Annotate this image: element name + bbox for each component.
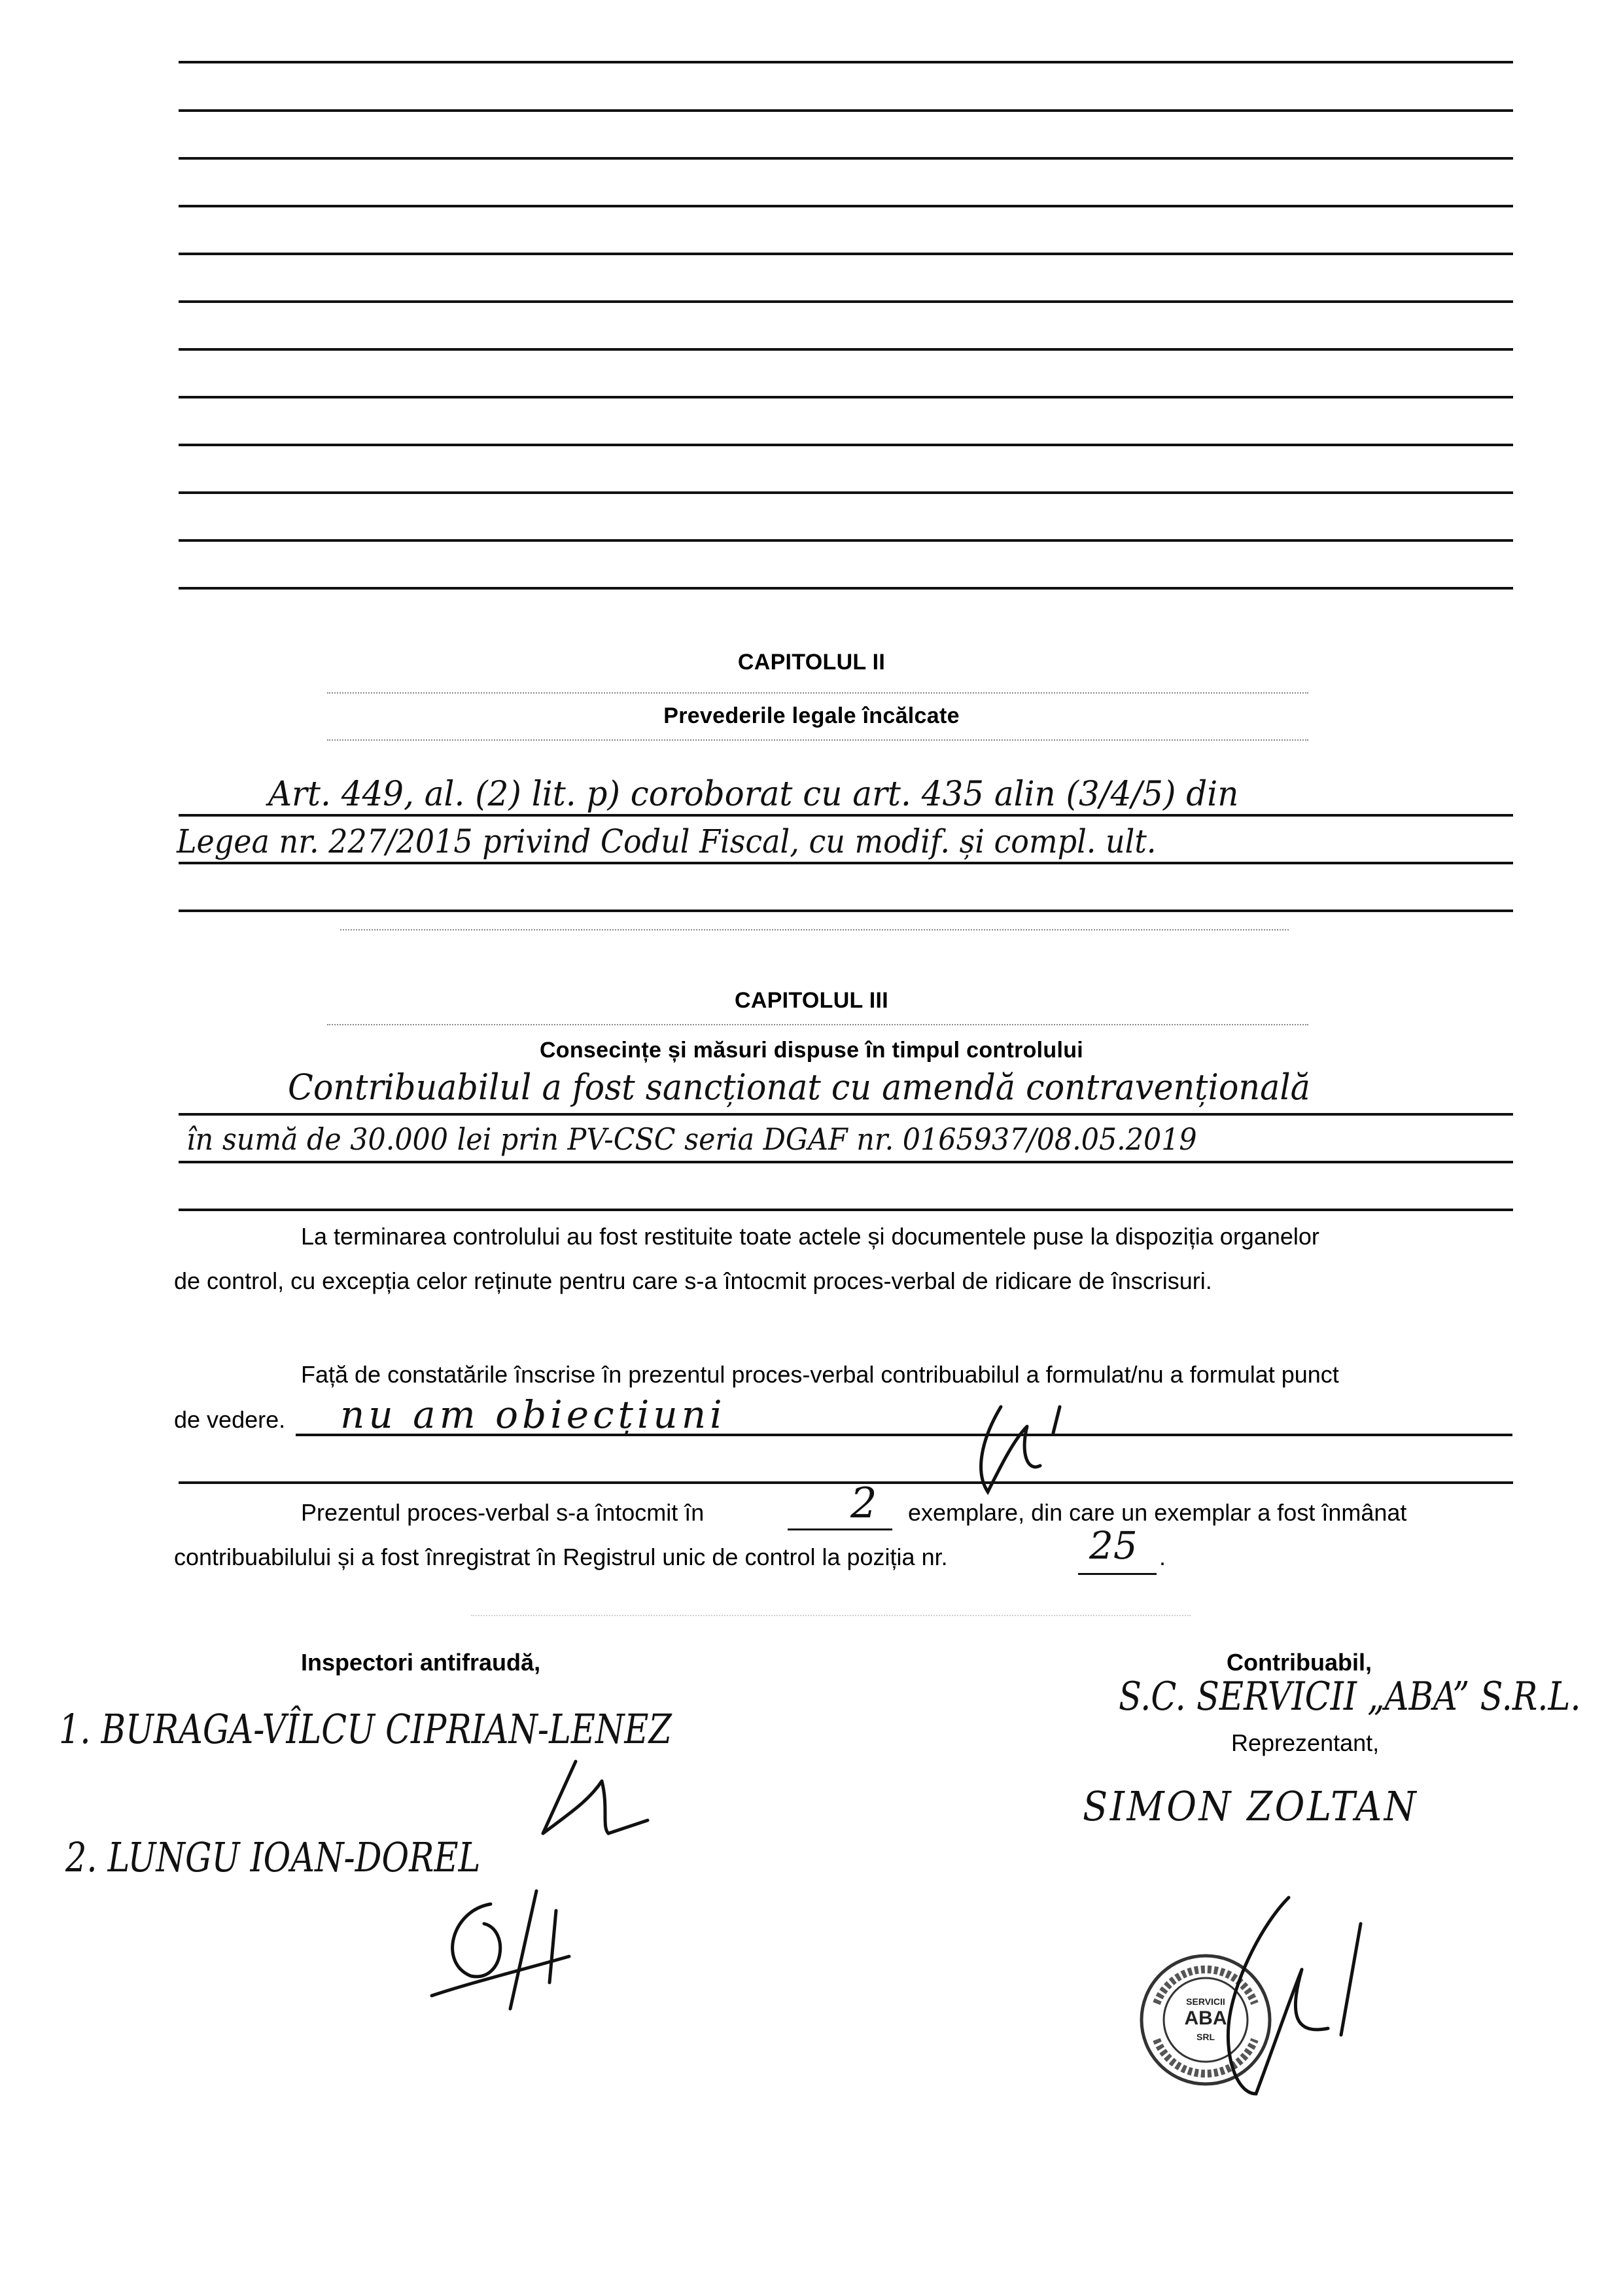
inspector1-signature bbox=[530, 1755, 661, 1846]
chapter3-subtitle: Consecințe și măsuri dispuse în timpul controlului bbox=[539, 1038, 1084, 1063]
ruled-line bbox=[179, 205, 1513, 207]
ruled-line bbox=[179, 910, 1513, 912]
copies-count: 2 bbox=[850, 1479, 877, 1528]
stamp-center-top: SERVICII bbox=[1186, 1996, 1225, 2007]
ruled-line bbox=[179, 1209, 1513, 1211]
stamp-center-bottom: SRL bbox=[1196, 2032, 1215, 2042]
ruled-line bbox=[179, 348, 1513, 351]
ruled-line bbox=[179, 814, 1513, 817]
ruled-line bbox=[179, 539, 1513, 542]
chapter3-handwritten-line1: Contribuabilul a fost sancționat cu amendă contravențională bbox=[288, 1067, 1310, 1108]
ruled-line bbox=[179, 396, 1513, 398]
ruled-line bbox=[179, 1161, 1513, 1163]
ruled-line bbox=[179, 587, 1513, 590]
ruled-line bbox=[179, 491, 1513, 494]
chapter2-handwritten-line1: Art. 449, al. (2) lit. p) coroborat cu art. 435 alin (3/4/5) din bbox=[268, 775, 1239, 814]
ruled-line bbox=[179, 1481, 1513, 1484]
copies-part2: exemplare, din care un exemplar a fost înmânat bbox=[908, 1499, 1407, 1526]
dotted-rule bbox=[327, 1024, 1308, 1025]
ruled-line bbox=[179, 862, 1513, 864]
ruled-line bbox=[179, 300, 1513, 303]
chapter2-title: CAPITOLUL II bbox=[737, 650, 886, 675]
inspector1-name: 1. BURAGA-VÎLCU CIPRIAN-LENEZ bbox=[59, 1705, 672, 1753]
stamp-center-main: ABA bbox=[1184, 2007, 1227, 2029]
copies-position-number: 25 bbox=[1089, 1523, 1138, 1568]
inspectors-label: Inspectori antifraudă, bbox=[301, 1649, 541, 1676]
copies-end: . bbox=[1159, 1544, 1166, 1570]
ruled-line bbox=[179, 444, 1513, 446]
point-of-view-handwritten: nu am obiecțiuni bbox=[340, 1392, 726, 1437]
dotted-rule bbox=[327, 692, 1308, 694]
taxpayer-company: S.C. SERVICII „ABA” S.R.L. bbox=[1119, 1674, 1581, 1720]
ruled-line bbox=[179, 1113, 1513, 1116]
copies-part1: Prezentul proces-verbal s-a întocmit în bbox=[301, 1499, 705, 1526]
ruled-line bbox=[296, 1434, 1512, 1436]
copies-part3: contribuabilului și a fost înregistrat în Registrul unic de control la poziția nr. bbox=[174, 1544, 948, 1570]
chapter2-subtitle: Prevederile legale încălcate bbox=[663, 703, 960, 728]
inspector2-signature bbox=[412, 1884, 582, 2015]
ruled-line bbox=[179, 109, 1513, 112]
ruled-line bbox=[179, 157, 1513, 160]
restitution-line1: La terminarea controlului au fost restituite toate actele și documentele puse la dispoziția organelor bbox=[301, 1223, 1319, 1250]
taxpayer-label: Contribuabil, bbox=[1227, 1649, 1372, 1676]
copies-underline bbox=[788, 1528, 892, 1530]
restitution-line2: de control, cu excepția celor reținute pentru care s-a întocmit proces-verbal de ridicare de înscrisuri. bbox=[174, 1267, 1212, 1294]
point-of-view-prefix: de vedere. bbox=[174, 1406, 286, 1433]
ruled-line bbox=[179, 61, 1513, 63]
representative-label: Reprezentant, bbox=[1231, 1729, 1380, 1756]
dotted-rule bbox=[327, 739, 1308, 741]
point-of-view-line1: Față de constatările înscrise în prezentul proces-verbal contribuabilul a formulat/nu a formulat punct bbox=[301, 1361, 1339, 1388]
representative-name: SIMON ZOLTAN bbox=[1083, 1782, 1419, 1830]
faint-dotted-rule bbox=[471, 1615, 1191, 1616]
chapter3-handwritten-line2: în sumă de 30.000 lei prin PV-CSC seria DGAF nr. 0165937/08.05.2019 bbox=[186, 1122, 1197, 1157]
representative-signature bbox=[1210, 1884, 1380, 2107]
ruled-line bbox=[179, 253, 1513, 255]
inspector2-name: 2. LUNGU IOAN-DOREL bbox=[65, 1833, 481, 1881]
position-underline bbox=[1078, 1573, 1157, 1575]
dotted-rule bbox=[340, 929, 1289, 930]
signature-mark bbox=[955, 1400, 1086, 1498]
chapter2-handwritten-line2: Legea nr. 227/2015 privind Codul Fiscal, cu modif. și compl. ult. bbox=[177, 822, 1157, 860]
chapter3-title: CAPITOLUL III bbox=[735, 988, 888, 1013]
